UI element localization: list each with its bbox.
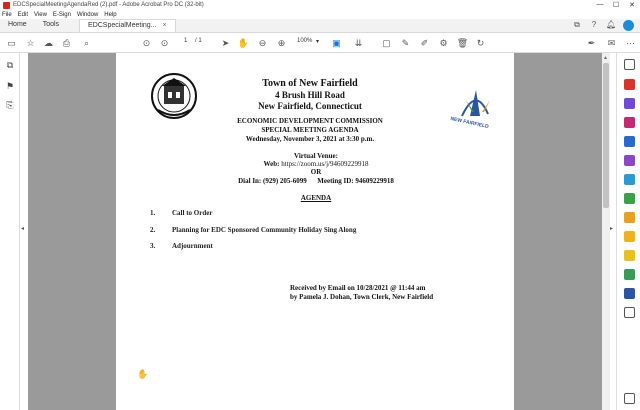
agenda-item-number: 2. [150, 226, 156, 234]
stamp-icon[interactable]: ⚙ [439, 38, 448, 48]
menu-view[interactable]: View [34, 11, 47, 18]
town-seal-image [150, 70, 198, 122]
upload-cloud-icon[interactable]: ☁ [44, 38, 53, 48]
edit-pdf-icon[interactable] [624, 117, 635, 128]
next-page-icon[interactable]: ⊙ [160, 38, 169, 48]
zoom-level-select[interactable]: 100% [297, 38, 313, 44]
zoom-dropdown-chevron-icon[interactable]: ▾ [316, 39, 320, 45]
town-address: 4 Brush Hill Road [275, 90, 345, 100]
tab-home[interactable]: Home [8, 21, 27, 28]
select-cursor-icon[interactable]: ➤ [221, 38, 230, 48]
title-bar [0, 0, 640, 10]
agenda-item-text: Adjournment [172, 242, 213, 250]
hand-cursor-icon: ✋ [137, 369, 149, 379]
send-for-review-icon[interactable] [624, 174, 635, 185]
tab-document[interactable] [79, 19, 176, 32]
agenda-heading: AGENDA [300, 194, 332, 202]
collapse-left-pane-icon[interactable]: ◂ [21, 226, 25, 232]
agenda-item-number: 3. [150, 242, 156, 250]
received-stamp-line2: by Pamela J. Dohan, Town Clerk, New Fairfield [290, 293, 434, 301]
town-city: New Fairfield, Connecticut [258, 101, 362, 111]
menu-help[interactable]: Help [104, 11, 117, 18]
agenda-item-text: Call to Order [172, 209, 213, 217]
or-separator: OR [310, 168, 322, 176]
close-window-button[interactable]: ✕ [629, 2, 635, 9]
web-line [216, 160, 416, 168]
meeting-date: Wednesday, November 3, 2021 at 3:30 p.m. [245, 135, 375, 143]
page-display-icon[interactable]: ▣ [332, 38, 341, 48]
left-navigation-pane [0, 53, 20, 410]
compress-pdf-icon[interactable] [624, 269, 635, 280]
highlight-pen-icon[interactable]: ✎ [401, 38, 410, 48]
comment-icon[interactable]: ▢ [382, 38, 391, 48]
more-tools-icon[interactable] [624, 307, 635, 318]
menu-edit[interactable]: Edit [17, 11, 29, 18]
organize-pages-icon[interactable] [624, 193, 635, 204]
agenda-type: SPECIAL MEETING AGENDA [261, 126, 359, 134]
export-pdf-icon[interactable] [624, 79, 635, 90]
draw-icon[interactable]: ✐ [420, 38, 429, 48]
email-icon[interactable]: ✉ [607, 38, 616, 48]
logo-text: NEW FAIRFIELD [449, 116, 490, 130]
scan-ocr-icon[interactable] [624, 231, 635, 242]
scrolling-mode-icon[interactable]: ⇊ [354, 38, 363, 48]
comment-tool-icon[interactable] [624, 212, 635, 223]
user-avatar[interactable] [623, 20, 634, 31]
main-toolbar [0, 34, 640, 53]
create-pdf-icon[interactable] [624, 98, 635, 109]
maximize-button[interactable]: ☐ [612, 2, 620, 9]
help-icon[interactable]: ? [591, 20, 597, 29]
page-thumbnails-icon[interactable]: ⧉ [6, 60, 14, 70]
tab-tools[interactable]: Tools [42, 21, 60, 28]
menu-e-sign[interactable]: E-Sign [52, 11, 71, 18]
scroll-up-arrow-icon[interactable]: ▲ [603, 55, 608, 61]
window-title: EDCSpecialMeetingAgendaRed (2).pdf - Adobe Acrobat Pro DC (32-bit) [13, 2, 204, 8]
vertical-scrollbar[interactable] [602, 53, 610, 410]
tab-close-icon[interactable]: × [162, 22, 167, 29]
delete-icon[interactable]: 🗑︎ [456, 38, 469, 48]
bookmarks-icon[interactable]: ⚑ [5, 81, 15, 91]
menu-bar [0, 10, 640, 19]
town-name: Town of New Fairfield [262, 78, 358, 89]
acrobat-app-icon [3, 2, 10, 9]
agenda-item-number: 1. [150, 209, 156, 217]
scrollbar-thumb[interactable] [603, 63, 609, 208]
received-stamp-line1: Received by Email on 10/28/2021 @ 11:44 am [290, 284, 426, 292]
sign-icon[interactable]: ✒ [587, 38, 596, 48]
venue-label: Virtual Venue: [294, 152, 338, 160]
commission-name: ECONOMIC DEVELOPMENT COMMISSION [237, 117, 383, 125]
search-tools-icon[interactable] [624, 59, 635, 70]
web-url[interactable]: https://zoom.us/j/94609229918 [281, 160, 369, 168]
fill-sign-icon[interactable] [624, 155, 635, 166]
print-icon[interactable]: ⎙ [62, 38, 71, 48]
agenda-item-text: Planning for EDC Sponsored Community Holiday Sing Along [172, 226, 357, 234]
stamp-tool-icon[interactable] [624, 250, 635, 261]
expand-pane-icon[interactable] [624, 393, 635, 404]
menu-window[interactable]: Window [76, 11, 99, 18]
dial-in-info: Dial In: (929) 205-6099 Meeting ID: 94609229918 [238, 177, 394, 185]
hand-tool-icon[interactable]: ✋ [237, 38, 250, 48]
protect-icon[interactable] [624, 288, 635, 299]
bookmark-star-icon[interactable]: ☆ [26, 38, 35, 48]
right-tools-pane [616, 53, 640, 410]
save-icon[interactable]: ▭ [7, 38, 16, 48]
attachments-paperclip-icon[interactable]: ⎘ [6, 100, 14, 110]
tab-document-label: EDCSpecialMeeting... [88, 22, 157, 29]
combine-files-icon[interactable] [624, 136, 635, 147]
zoom-in-icon[interactable]: ⊕ [277, 38, 286, 48]
page-number-input[interactable]: 1 [184, 38, 188, 44]
tabs-row [0, 19, 640, 33]
previous-page-icon[interactable]: ⊙ [142, 38, 151, 48]
menu-file[interactable]: File [2, 11, 12, 18]
page-total: / 1 [195, 38, 202, 44]
share-screen-icon[interactable]: ⧉ [574, 20, 580, 29]
collapse-right-pane-icon[interactable]: ▸ [610, 226, 614, 232]
web-label: Web: [263, 160, 280, 168]
search-icon[interactable]: ⌕ [83, 38, 90, 48]
minimize-button[interactable]: — [596, 1, 604, 8]
notifications-bell-icon[interactable]: 🔔︎ [606, 20, 617, 29]
zoom-out-icon[interactable]: ⊖ [258, 38, 267, 48]
more-options-icon[interactable]: ⋯ [626, 38, 635, 48]
rotate-icon[interactable]: ↻ [476, 38, 485, 48]
